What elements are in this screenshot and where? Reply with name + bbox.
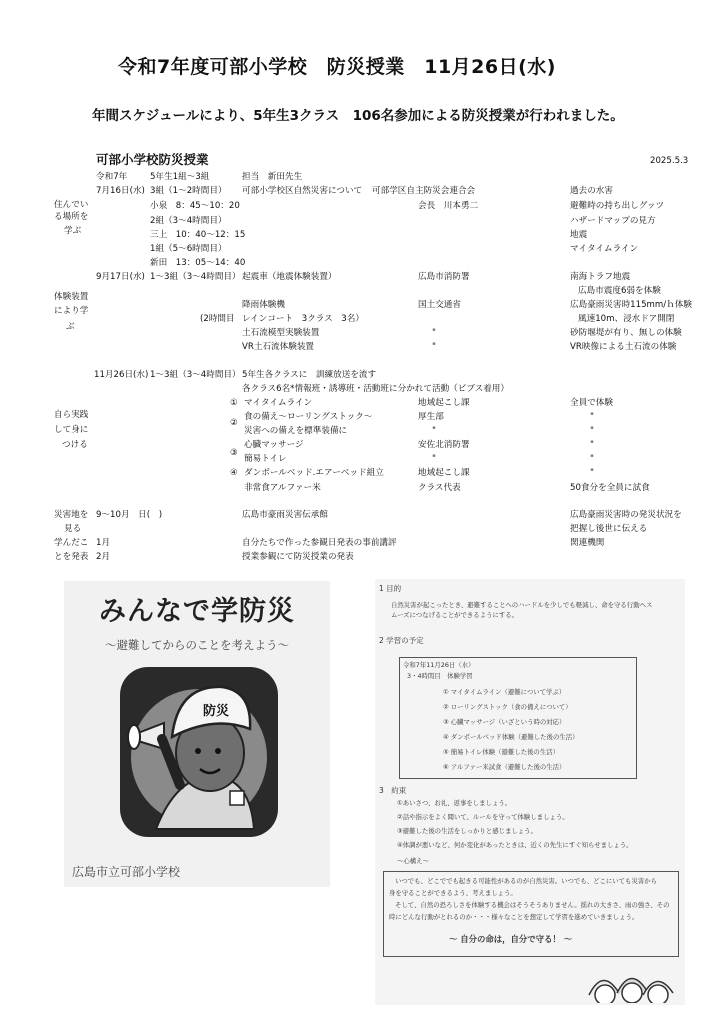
category-label: とを発表: [54, 552, 89, 562]
row-content: マイタイムライン: [244, 398, 313, 408]
row-class: 新田 13：05～14：40: [150, 258, 246, 268]
row-organization: 安佐北消防署: [418, 440, 470, 450]
row-topic: 地震: [570, 230, 588, 240]
row-date: 11月26日(水): [94, 370, 149, 380]
row-organization: 厚生部: [418, 412, 444, 422]
promise-item: ④体調が悪いなど、何か変化があったときは、近くの先生にすぐ知らせましょう。: [397, 841, 633, 849]
row-content: 土石流模型実験装置: [242, 328, 320, 338]
category-label: により学: [54, 306, 89, 316]
row-topic: 把握し後世に伝える: [570, 524, 648, 534]
schedule-date: 2025.5.3: [650, 156, 689, 166]
row-number: ②: [230, 418, 238, 428]
row-organization: クラス代表: [418, 483, 461, 493]
row-class: 小泉 8：45～10：20: [150, 201, 240, 211]
row-content: 非常食アルファー米: [244, 483, 321, 493]
mascot-eye: [195, 748, 201, 754]
megaphone-bell: [128, 725, 140, 749]
category-label: 見る: [64, 524, 82, 534]
row-topic: ハザードマップの見方: [570, 216, 656, 226]
row-date: 1月: [96, 538, 111, 548]
category-label: ぶ: [66, 322, 75, 332]
row-content: 簡易トイレ: [244, 454, 287, 464]
kokoro-heading: ～心構え～: [397, 857, 429, 865]
row-organization: 地域起こし課: [418, 468, 470, 478]
category-label: して身に: [54, 425, 89, 435]
row-content: ダンボールベッド.エアーベッド組立: [244, 468, 384, 478]
child-face: [622, 983, 642, 1003]
schedule-heading: 可部小学校防災授業: [96, 152, 209, 167]
row-topic: 広島豪雨災害時115mm/ｈ体験: [570, 300, 692, 310]
row-topic: 50食分を全員に試食: [570, 483, 650, 493]
row-topic: 広島豪雨災害時の発災状況を: [570, 510, 682, 520]
row-number: ①: [230, 398, 238, 408]
row-topic: マイタイムライン: [570, 244, 639, 254]
promise-item: ①あいさつ、お礼、返事をしましょう。: [397, 799, 512, 807]
ditto-mark: ": [590, 454, 594, 464]
poster-subtitle: ～避難してからのことを考えよう～: [105, 638, 289, 652]
poster-title: みんなで学防災: [99, 596, 295, 627]
ditto-mark: ": [590, 412, 594, 422]
row-number: ③: [230, 448, 238, 458]
section-title: 1 目的: [379, 584, 402, 593]
poster-school-name: 広島市立可部小学校: [72, 865, 181, 879]
row-topic: 過去の水害: [570, 186, 613, 196]
row-content: 広島市豪雨災害伝承館: [242, 510, 328, 520]
list-item: ① マイタイムライン（避難について学ぶ）: [443, 688, 566, 696]
row-date: 9月17日(水): [96, 272, 145, 282]
children-illustration: [583, 963, 675, 1003]
badge-icon: [230, 791, 244, 805]
child-face: [648, 985, 668, 1003]
promise-item: ②話や指示をよく聞いて、ルールを守って体験しましょう。: [397, 813, 569, 821]
ditto-mark: ": [590, 468, 594, 478]
row-class: 2組（3～4時間目）: [150, 216, 227, 226]
row-content: レインコート 3クラス 3名）: [242, 314, 364, 324]
poster: [64, 581, 330, 887]
message-text: そして、自然の恐ろしさを体験する機会はそうそうありません。揺れの大きさ、雨の強さ、その: [395, 901, 670, 909]
row-content: 可部小学校区自然災害について: [242, 186, 363, 196]
promise-item: ③避難した後の生活をしっかりと感じましょう。: [397, 827, 537, 835]
row-content: VR土石流体験装置: [242, 342, 315, 352]
row-class: 1～3組（3～4時間目）: [150, 370, 241, 380]
list-item: ⑥ アルファー米試食（避難した後の生活）: [443, 763, 566, 771]
helmet-label: 防災: [202, 704, 230, 719]
row-organization: 広島市消防署: [418, 272, 470, 282]
list-item: ⑤ 簡易トイレ体験（避難した後の生活）: [443, 748, 560, 756]
row-topic: 砂防堰堤が有り、無しの体験: [570, 328, 682, 338]
row-date: 9～10月 日( ): [96, 510, 163, 520]
row-topic: VR映像による土石流の体験: [570, 342, 677, 352]
row-content: 起震車（地震体験装置）: [242, 272, 337, 282]
section-title: 3 約束: [379, 786, 407, 795]
ditto-mark: ": [590, 440, 594, 450]
row-topic: 南海トラフ地震: [570, 272, 631, 282]
row-number: ④: [230, 468, 238, 478]
row-content: 食の備え～ローリングストック～: [244, 412, 373, 422]
category-label: 学ぶ: [64, 226, 82, 236]
page-subtitle: 年間スケジュールにより、5年生3クラス 106名参加による防災授業が行われました。: [92, 108, 624, 124]
message-text: いつでも、どこででも起きる可能性があるのが自然災害。いつでも、どこにいても災害から: [395, 877, 658, 885]
mascot-illustration: [118, 665, 280, 839]
purpose-text: 自然災害が起こったとき、避難することへのハードルを少しでも軽減し、命を守る行動へス: [391, 601, 653, 609]
row-class: 1～3組（3～4時間目）: [150, 272, 241, 282]
row-class: 三上 10：40～12：15: [150, 230, 246, 240]
row-organization: 可部学区自主防災会連合会: [372, 186, 476, 196]
box-period: 3・4時間目 体験学習: [407, 672, 473, 680]
category-label: 体験装置: [54, 292, 89, 302]
purpose-text: ムーズにつなげることができるようにする。: [391, 611, 519, 619]
row-content: 自分たちで作った参観日発表の事前講評: [242, 538, 397, 548]
ditto-mark: ": [432, 342, 436, 352]
row-content: 災害への備えを標準装備に: [244, 426, 348, 436]
section-title: 2 学習の予定: [379, 636, 424, 645]
row-topic: 広島市震度6弱を体験: [578, 286, 661, 296]
handout: [375, 579, 685, 1005]
ditto-mark: ": [590, 426, 594, 436]
schedule-grade: 5年生1組～3組: [150, 172, 210, 182]
list-item: ④ ダンボールベッド体験（避難した後の生活）: [443, 733, 579, 741]
row-date: 2月: [96, 552, 111, 562]
message-text: 時にどんな行動がとれるのか・・・様々なことを想定して学習を進めていきましょう。: [389, 913, 639, 921]
schedule-teacher: 担当 新田先生: [242, 172, 303, 182]
box-date: 令和7年11月26日（水）: [403, 661, 475, 669]
motto: ～ 自分の命は，自分で守る！ ～: [449, 934, 573, 944]
row-class: (2時間目: [200, 314, 235, 324]
schedule-year: 令和7年: [96, 172, 128, 182]
category-label: 自ら実践: [54, 410, 89, 420]
child-face: [595, 985, 615, 1003]
row-organization: 会長 川本勇二: [418, 201, 479, 211]
row-content: 心臓マッサージ: [244, 440, 304, 450]
row-content: 降雨体験機: [242, 300, 285, 310]
category-label: 災害地を: [54, 510, 89, 520]
mascot-eye: [215, 748, 221, 754]
row-organization: 地域起こし課: [418, 398, 470, 408]
row-content: 授業参観にて防災授業の発表: [242, 552, 354, 562]
ditto-mark: ": [432, 426, 436, 436]
category-label: 住んでい: [54, 200, 89, 210]
row-class: 1組（5～6時間目）: [150, 244, 227, 254]
category-label: る場所を: [54, 212, 89, 222]
list-item: ③ 心臓マッサージ（いざという時の対応）: [443, 718, 566, 726]
category-label: つける: [62, 440, 88, 450]
row-topic: 風速10m、浸水ドア開閉: [578, 314, 675, 324]
category-label: 学んだこ: [54, 538, 89, 548]
row-topic: 避難時の持ち出しグッツ: [570, 201, 665, 211]
list-item: ② ローリングストック（食の備えについて）: [443, 703, 572, 711]
message-text: 身を守ることができるよう、考えましょう。: [389, 889, 517, 897]
row-topic: 関連機関: [570, 538, 605, 548]
row-content: 5年生各クラスに 訓練放送を流す: [242, 370, 377, 380]
ditto-mark: ": [432, 328, 436, 338]
schedule-table: [0, 150, 725, 570]
page-title: 令和7年度可部小学校 防災授業 11月26日(水): [118, 56, 556, 78]
row-class: 3組（1～2時間目）: [150, 186, 227, 196]
row-topic: 全員で体験: [570, 398, 613, 408]
row-date: 7月16日(水): [96, 186, 145, 196]
row-organization: 国土交通省: [418, 300, 461, 310]
ditto-mark: ": [432, 454, 436, 464]
row-content: 各クラス6名*情報班・誘導班・活動班に分かれて活動（ビブス着用）: [242, 384, 509, 394]
